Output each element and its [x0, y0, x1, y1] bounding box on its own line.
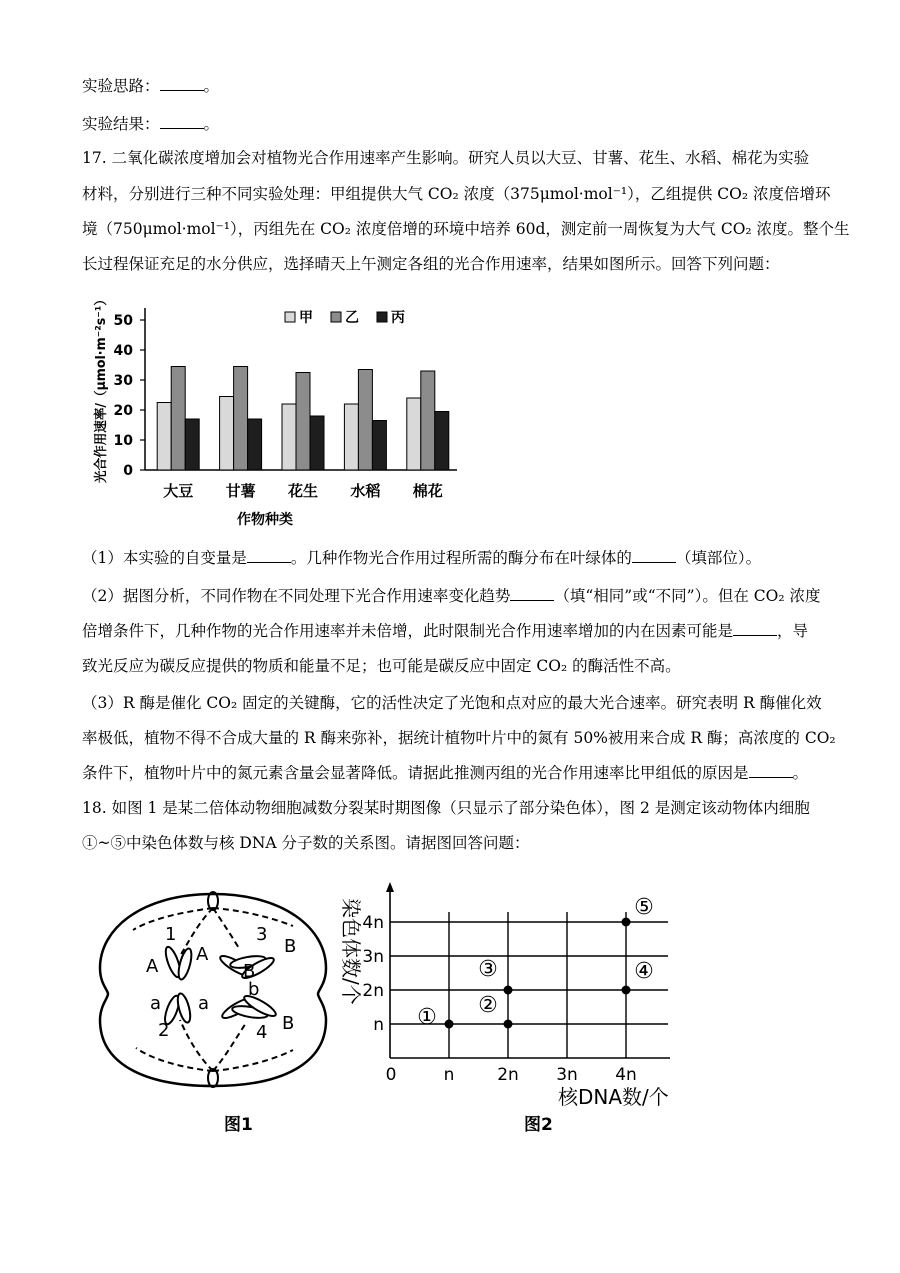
punct: 。 [203, 115, 220, 133]
q17-text-2: 材料，分别进行三种不同实验处理：甲组提供大气 CO₂ 浓度（375μmol·mol⁻¹），乙组提供 CO₂ 浓度倍增环 [82, 185, 831, 203]
text: ，导 [777, 622, 809, 640]
category-label: 大豆 [163, 482, 194, 500]
fig2-xlabel: 核DNA数/个 [558, 1085, 669, 1109]
bar-乙-大豆 [171, 367, 185, 471]
data-point [504, 986, 513, 995]
q17-part2-line2 [82, 621, 808, 641]
y-tick-label: 4n [362, 913, 384, 933]
data-point [622, 986, 631, 995]
figure1-cell-diagram [98, 888, 338, 1098]
text: （填部位）。 [675, 549, 762, 567]
text: （1）本实验的自变量是 [82, 549, 247, 567]
fig1-label-1: 1 [165, 924, 177, 945]
x-tick-label: 0 [385, 1065, 397, 1085]
y-tick-label: 2n [362, 981, 384, 1001]
fig1-label-A-right: A [196, 944, 209, 965]
point-label: ④ [634, 959, 654, 984]
punct: 。 [203, 77, 220, 95]
answer-blank[interactable] [247, 548, 291, 563]
fig2-ylabel: 染色体数/个 [339, 898, 363, 1005]
q17-text-4: 长过程保证充足的水分供应，选择晴天上午测定各组的光合作用速率，结果如图所示。回答下列问题： [82, 255, 780, 273]
y-tick-label: 20 [113, 403, 133, 419]
q17-part3-line2: 率极低，植物不得不合成大量的 R 酶来弥补，据统计植物叶片中的氮有 50%被用来合成 R 酶；高浓度的 CO₂ [82, 729, 836, 747]
q18-text-2: ①~⑤中染色体数与核 DNA 分子数的关系图。请据图回答问题： [82, 834, 530, 852]
point-label: ③ [478, 957, 498, 982]
y-tick-label: 30 [113, 373, 133, 389]
photosynthesis-bar-chart [85, 283, 525, 533]
fig1-label-B-top-bottom: B [243, 961, 256, 982]
y-tick-label: n [373, 1015, 384, 1035]
bar-乙-棉花 [421, 371, 435, 470]
x-tick-label: 2n [497, 1065, 519, 1085]
q18-text-1: 18. 如图 1 是某二倍体动物细胞减数分裂某时期图像（只显示了部分染色体），图 2 是测定该动物体内细胞 [82, 799, 810, 817]
spindle-fibers [133, 908, 293, 1071]
point-label: ① [417, 1005, 437, 1030]
answer-blank[interactable] [733, 621, 777, 636]
point-label: ② [478, 993, 498, 1018]
text: 条件下，植物叶片中的氮元素含量会显著降低。请据此推测丙组的光合作用速率比甲组低的原因是 [82, 764, 749, 782]
fig1-label-2: 2 [158, 1020, 170, 1041]
cell-membrane [100, 894, 326, 1086]
figure2-caption: 图2 [524, 1115, 553, 1135]
experiment-idea-label: 实验思路： [82, 77, 160, 95]
fig1-label-b: b [248, 979, 260, 1000]
bar-甲-水稻 [344, 404, 358, 470]
category-label: 水稻 [350, 482, 381, 500]
x-tick-label: n [443, 1065, 455, 1085]
q17-part3-line1: （3）R 酶是催化 CO₂ 固定的关键酶，它的活性决定了光饱和点对应的最大光合速率。研究表明 R 酶催化效 [82, 694, 822, 712]
y-tick-label: 10 [113, 433, 133, 449]
bar-甲-花生 [282, 404, 296, 470]
bar-丙-大豆 [185, 419, 199, 470]
q17-part2-line3: 致光反应为碳反应提供的物质和能量不足；也可能是碳反应中固定 CO₂ 的酶活性不高。 [82, 657, 681, 675]
category-label: 甘薯 [225, 482, 256, 500]
q17-text-3: 境（750μmol·mol⁻¹），丙组先在 CO₂ 浓度倍增的环境中培养 60d，测定前一周恢复为大气 CO₂ 浓度。整个生 [82, 220, 850, 238]
x-tick-label: 4n [615, 1065, 637, 1085]
fig1-label-a-right: a [198, 993, 210, 1014]
y-axis-arrow [386, 882, 394, 892]
text: （2）据图分析，不同作物在不同处理下光合作用速率变化趋势 [82, 587, 511, 605]
fig1-label-B-top-right: B [284, 936, 297, 957]
chart-xlabel: 作物种类 [237, 512, 293, 528]
text: 。几种作物光合作用过程所需的酶分布在叶绿体的 [290, 549, 632, 567]
data-point [445, 1020, 454, 1029]
point-label: ⑤ [634, 895, 654, 920]
fig1-label-A-left: A [146, 956, 159, 977]
experiment-result-label: 实验结果： [82, 115, 160, 133]
text: 。 [792, 764, 809, 782]
answer-blank[interactable] [160, 76, 204, 91]
bar-乙-水稻 [358, 370, 372, 471]
answer-blank[interactable] [510, 586, 554, 601]
answer-blank[interactable] [749, 763, 793, 778]
fig1-label-4: 4 [256, 1022, 268, 1043]
chart-ylabel: 光合作用速率/（μmol·m⁻²s⁻¹） [94, 286, 109, 483]
bar-乙-花生 [296, 373, 310, 471]
bar-丙-棉花 [435, 412, 449, 471]
bar-甲-棉花 [407, 398, 421, 470]
text: （填“相同”或“不同”）。但在 CO₂ 浓度 [554, 587, 821, 605]
legend-label: 丙 [391, 310, 405, 326]
centriole-bottom [208, 1069, 218, 1087]
legend-swatch [285, 312, 295, 322]
category-label: 花生 [287, 482, 319, 500]
answer-blank[interactable] [632, 548, 676, 563]
experiment-result-line [82, 114, 219, 134]
q17-part1 [82, 548, 761, 568]
y-tick-label: 3n [362, 947, 384, 967]
experiment-idea-line [82, 76, 219, 96]
y-tick-label: 40 [113, 343, 133, 359]
legend-label: 甲 [299, 310, 313, 326]
text: 倍增条件下，几种作物的光合作用速率并未倍增，此时限制光合作用速率增加的内在因素可能是 [82, 622, 734, 640]
bar-甲-甘薯 [220, 397, 234, 471]
data-point [622, 918, 631, 927]
q17-part3-line3 [82, 763, 808, 783]
bar-丙-水稻 [372, 421, 386, 471]
bar-丙-甘薯 [248, 419, 262, 470]
category-label: 棉花 [412, 482, 443, 500]
legend-swatch [331, 312, 341, 322]
data-point [504, 1020, 513, 1029]
fig1-label-a-left: a [150, 993, 162, 1014]
bar-甲-大豆 [157, 403, 171, 471]
bar-丙-花生 [310, 416, 324, 470]
answer-blank[interactable] [160, 114, 204, 129]
legend-swatch [377, 312, 387, 322]
legend-label: 乙 [345, 310, 359, 326]
fig1-label-B-bottom: B [282, 1013, 295, 1034]
x-tick-label: 3n [556, 1065, 578, 1085]
bar-乙-甘薯 [234, 367, 248, 471]
q17-part2-line1 [82, 586, 820, 606]
q17-text-1: 17. 二氧化碳浓度增加会对植物光合作用速率产生影响。研究人员以大豆、甘薯、花生、水稻、棉花为实验 [82, 149, 810, 167]
y-tick-label: 50 [113, 313, 133, 329]
fig1-label-3: 3 [256, 924, 268, 945]
y-tick-label: 0 [123, 463, 133, 479]
figure1-caption: 图1 [224, 1115, 253, 1135]
chromosome-1 [163, 945, 194, 980]
figure2-graph [330, 880, 670, 1110]
